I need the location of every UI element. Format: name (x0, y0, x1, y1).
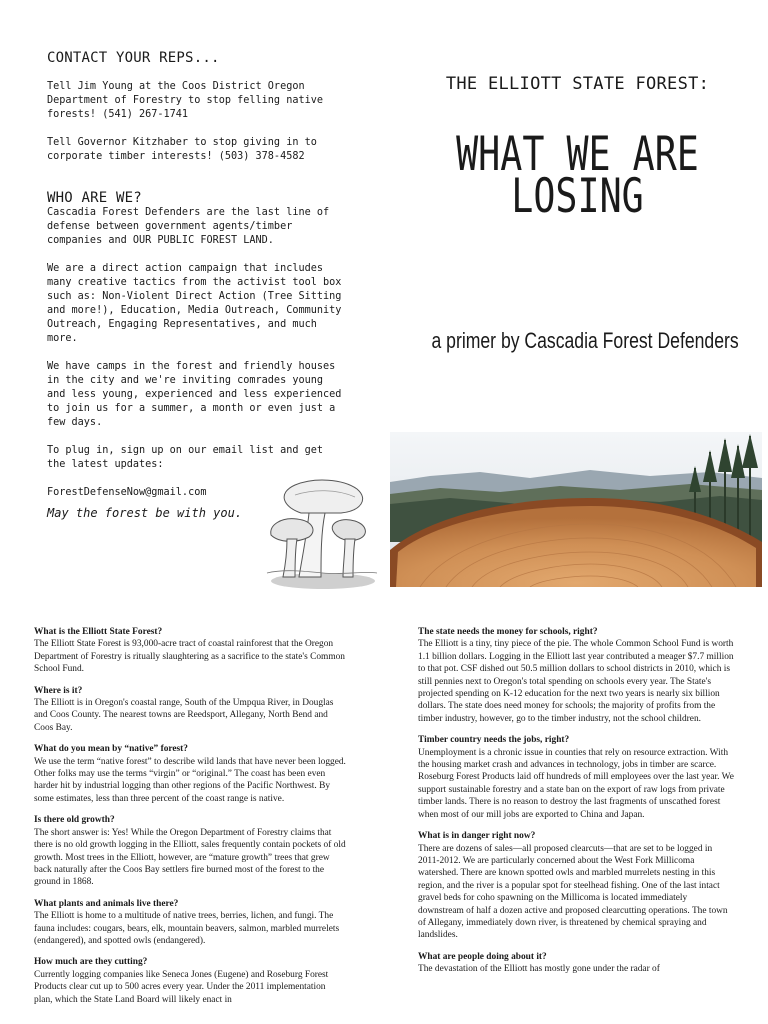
cover-title-line-1: WHAT WE ARE (456, 127, 699, 182)
cover-subtitle: THE ELLIOTT STATE FOREST: (445, 74, 710, 94)
who-paragraph-2: We are a direct action campaign that includes many creative tactics from the activist tool box such as: Non-Violent Direct Action (Tree Sitting and more!), Education, Media Outreach, Community Outreach, Engaging Representatives, and much more. (47, 263, 342, 344)
cover-title (443, 127, 712, 224)
who-paragraph-4: To plug in, sign up on our email list and get the latest updates: (47, 445, 324, 470)
cover-title-line-2: LOSING (511, 169, 644, 224)
qa-question: What are people doing about it? (418, 951, 547, 962)
qa-answer: Unemployment is a chronic issue in counties that rely on resource extraction. With the housing market crash and advances in technology, jobs in timber are scarce. Roseburg Forest Products laid off hundreds of mill employees over the last year. We support sustainable forestry and a state ban on the export of raw logs from private timber lands. There is no reason to destroy the last fragments of unscathed forest when most of our mill jobs are exported to China and Japan. (418, 747, 734, 820)
qa-answer: The Elliott is in Oregon's coastal range, South of the Umpqua River, in Douglas and Coos County. The nearest towns are Reedsport, Allegany, North Bend and Coos Bay. (34, 698, 334, 733)
email-address: ForestDefenseNow@gmail.com (47, 487, 207, 498)
qa-column-left (34, 626, 346, 1015)
stump-photo (390, 432, 762, 587)
back-panel (47, 50, 347, 520)
qa-answer: We use the term “native forest” to describe wild lands that have never been logged. Other folks may use the terms “virgin” or “original.” The coast has been even harder hit by industrial logging than other regions of the Pacific Northwest. By some estimates, less than three percent of the coast range is native. (34, 756, 346, 804)
who-paragraph-1: Cascadia Forest Defenders are the last line of defense between government agents/timber companies and OUR PUBLIC FOREST LAND. (47, 207, 330, 246)
who-heading: WHO ARE WE? (47, 190, 142, 206)
who-paragraph-3: We have camps in the forest and friendly houses in the city and we're inviting comrades young and less young, experienced and less experienced to join us for a summer, a month or even just a few days. (47, 361, 342, 428)
qa-answer: The Elliott is a tiny, tiny piece of the pie. The whole Common School Fund is worth 1.1 billion dollars. Logging in the Elliott last year contributed a meager $7.7 million to that pot. CSF dished out 50.5 million dollars to school districts in 2010, which is still pennies next to Oregon's total spending on schools every year. The State's projected spending on K-12 education for the next two years is nearly six billion dollars. The state does need money for schools; the majority of profits from the timber industry, however, go to the timber industry, not the school children. (418, 639, 734, 724)
qa-question: Timber country needs the jobs, right? (418, 735, 570, 746)
contact-paragraph-governor: Tell Governor Kitzhaber to stop giving in to corporate timber interests! (503) 378-4582 (47, 137, 317, 162)
qa-answer: There are dozens of sales—all proposed clearcuts—that are set to be logged in 2011-2012. We are particularly concerned about the West Fork Millicoma watershed. There are known spotted owls and marbled murrelets nesting in this region, and the river is a popular spot for steelhead fishing. One of the last intact gravel beds for coho spawning on the Millicoma is located immediately downstream of half a dozen active and proposed clearcutting operations. The town of Allegany, immediately down river, is threatened by chemical spraying and landslides. (418, 843, 728, 941)
contact-paragraph-young: Tell Jim Young at the Coos District Oregon Department of Forestry to stop felling native forests! (541) 267-1741 (47, 81, 324, 120)
qa-question: What is the Elliott State Forest? (34, 627, 163, 637)
qa-answer: The devastation of the Elliott has mostly gone under the radar of (418, 964, 660, 975)
qa-answer: The Elliott State Forest is 93,000-acre tract of coastal rainforest that the Oregon Department of Forestry is ritually slaughtering as a sacrifice to the state's Common School Fund. (34, 639, 345, 675)
qa-answer: The short answer is: Yes! While the Oregon Department of Forestry claims that there is no old growth logging in the Elliott, sales frequently contain pockets of old growth. Most trees in the Elliott, however, are “mature growth” trees that grew back naturally after the Coos Bay settlers fire burned most of the forest to the ground in 1868. (34, 827, 346, 888)
qa-question: What plants and animals live there? (34, 898, 179, 909)
qa-question: The state needs the money for schools, right? (418, 627, 598, 637)
qa-question: Where is it? (34, 685, 83, 696)
cover-byline: a primer by Cascadia Forest Defenders (431, 328, 739, 353)
qa-question: What do you mean by “native” forest? (34, 744, 188, 755)
mushroom-illustration (263, 473, 381, 591)
qa-question: What is in danger right now? (418, 831, 536, 842)
qa-answer: The Elliott is home to a multitude of native trees, berries, lichen, and fungi. The fauna includes: cougars, bears, elk, mountain beavers, salmon, marbled murrelets (endangered), and spotted owls (endangered). (34, 911, 340, 946)
motto: May the forest be with you. (47, 506, 243, 520)
qa-answer: Currently logging companies like Seneca Jones (Eugene) and Roseburg Forest Products clear cut up to 500 acres every year. Under the 2011 implementation plan, which the State Land Board will likely enact in (34, 969, 329, 1005)
qa-question: How much are they cutting? (34, 957, 148, 968)
contact-heading: CONTACT YOUR REPS... (47, 50, 220, 66)
qa-question: Is there old growth? (34, 815, 115, 826)
qa-column-right (418, 626, 734, 985)
